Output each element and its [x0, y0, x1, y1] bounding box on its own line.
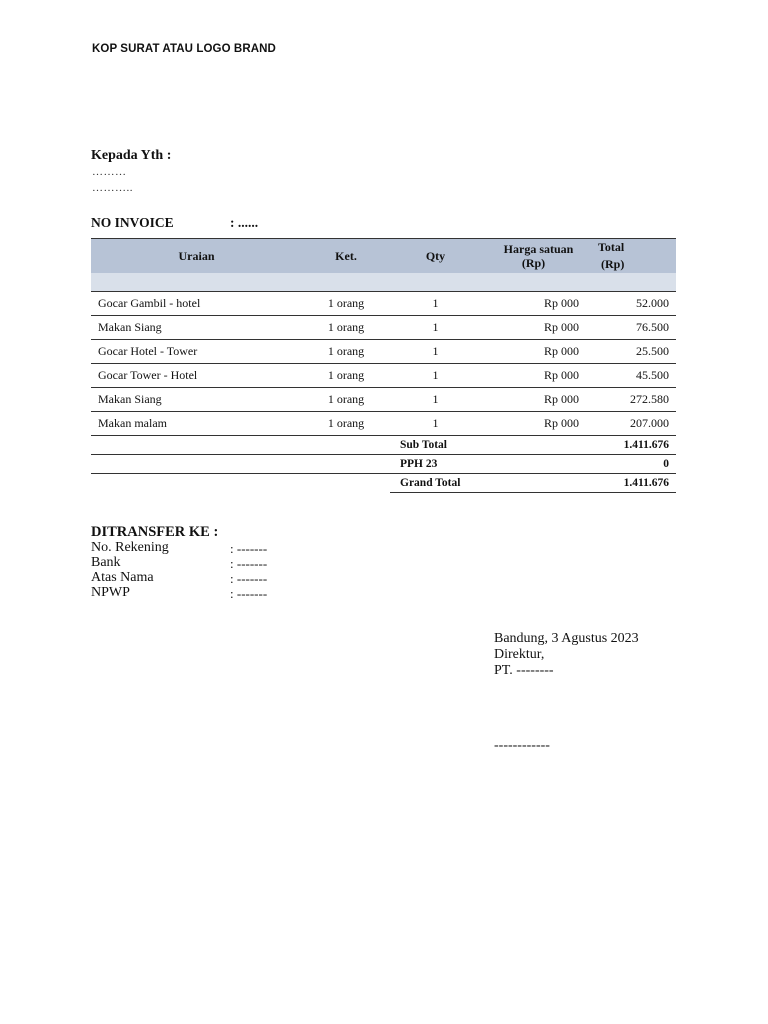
cell-price: Rp 000	[481, 316, 586, 340]
cell-total: 52.000	[586, 292, 676, 316]
cell-uraian: Gocar Hotel - Tower	[91, 340, 302, 364]
cell-total: 25.500	[586, 340, 676, 364]
header-harga-satuan	[481, 239, 586, 274]
header-total	[586, 239, 676, 274]
transfer-label-atas-nama: Atas Nama	[91, 570, 154, 585]
cell-uraian: Makan malam	[91, 412, 302, 436]
recipient-line-2: ………..	[92, 182, 133, 194]
transfer-label-bank: Bank	[91, 555, 121, 570]
cell-uraian: Makan Siang	[91, 388, 302, 412]
header-qty: Qty	[390, 239, 481, 274]
pph-row	[91, 455, 676, 474]
transfer-label-rekening: No. Rekening	[91, 540, 169, 555]
subtotal-row	[91, 436, 676, 455]
header-harga-line1: Harga satuan	[503, 242, 574, 256]
transfer-value-npwp: : -------	[230, 586, 268, 601]
signature-position: Direktur,	[494, 647, 545, 662]
cell-qty: 1	[390, 292, 481, 316]
table-spacer-row	[91, 273, 676, 292]
grand-total-row	[91, 474, 676, 493]
table-row	[91, 292, 676, 316]
cell-qty: 1	[390, 316, 481, 340]
invoice-number-value: : ......	[230, 215, 259, 230]
cell-price: Rp 000	[481, 364, 586, 388]
table-row	[91, 340, 676, 364]
cell-ket: 1 orang	[302, 316, 390, 340]
cell-total: 272.580	[586, 388, 676, 412]
cell-qty: 1	[390, 412, 481, 436]
header-ket: Ket.	[302, 239, 390, 274]
invoice-table	[91, 238, 676, 493]
cell-price: Rp 000	[481, 412, 586, 436]
table-row	[91, 316, 676, 340]
transfer-label-npwp: NPWP	[91, 585, 130, 600]
cell-price: Rp 000	[481, 388, 586, 412]
subtotal-label: Sub Total	[390, 436, 586, 455]
header-total-line1: Total	[598, 240, 625, 254]
recipient-title: Kepada Yth :	[91, 148, 172, 163]
cell-price: Rp 000	[481, 292, 586, 316]
signature-place-date: Bandung, 3 Agustus 2023	[494, 631, 639, 646]
invoice-number-label: NO INVOICE	[91, 215, 174, 230]
table-row	[91, 364, 676, 388]
cell-ket: 1 orang	[302, 388, 390, 412]
signature-name-line: ------------	[494, 738, 550, 753]
cell-qty: 1	[390, 364, 481, 388]
grand-total-value: 1.411.676	[586, 474, 676, 493]
cell-ket: 1 orang	[302, 292, 390, 316]
table-header-row	[91, 239, 676, 274]
transfer-value-rekening: : -------	[230, 541, 268, 556]
cell-uraian: Gocar Tower - Hotel	[91, 364, 302, 388]
table-row	[91, 412, 676, 436]
cell-ket: 1 orang	[302, 340, 390, 364]
cell-qty: 1	[390, 340, 481, 364]
header-harga-line2: (Rp)	[521, 256, 546, 270]
pph-label: PPH 23	[390, 455, 586, 474]
pph-value: 0	[586, 455, 676, 474]
recipient-line-1: ………	[92, 166, 127, 178]
header-total-line2: (Rp)	[601, 257, 625, 271]
cell-uraian: Gocar Gambil - hotel	[91, 292, 302, 316]
cell-total: 45.500	[586, 364, 676, 388]
cell-total: 76.500	[586, 316, 676, 340]
cell-ket: 1 orang	[302, 412, 390, 436]
transfer-title: DITRANSFER KE :	[91, 524, 219, 540]
signature-company: PT. --------	[494, 663, 554, 678]
letterhead: KOP SURAT ATAU LOGO BRAND	[92, 43, 276, 55]
cell-qty: 1	[390, 388, 481, 412]
subtotal-value: 1.411.676	[586, 436, 676, 455]
cell-total: 207.000	[586, 412, 676, 436]
header-uraian: Uraian	[91, 239, 302, 274]
cell-ket: 1 orang	[302, 364, 390, 388]
cell-price: Rp 000	[481, 340, 586, 364]
cell-uraian: Makan Siang	[91, 316, 302, 340]
grand-total-label: Grand Total	[390, 474, 586, 493]
transfer-value-bank: : -------	[230, 556, 268, 571]
transfer-value-atas-nama: : -------	[230, 571, 268, 586]
table-row	[91, 388, 676, 412]
